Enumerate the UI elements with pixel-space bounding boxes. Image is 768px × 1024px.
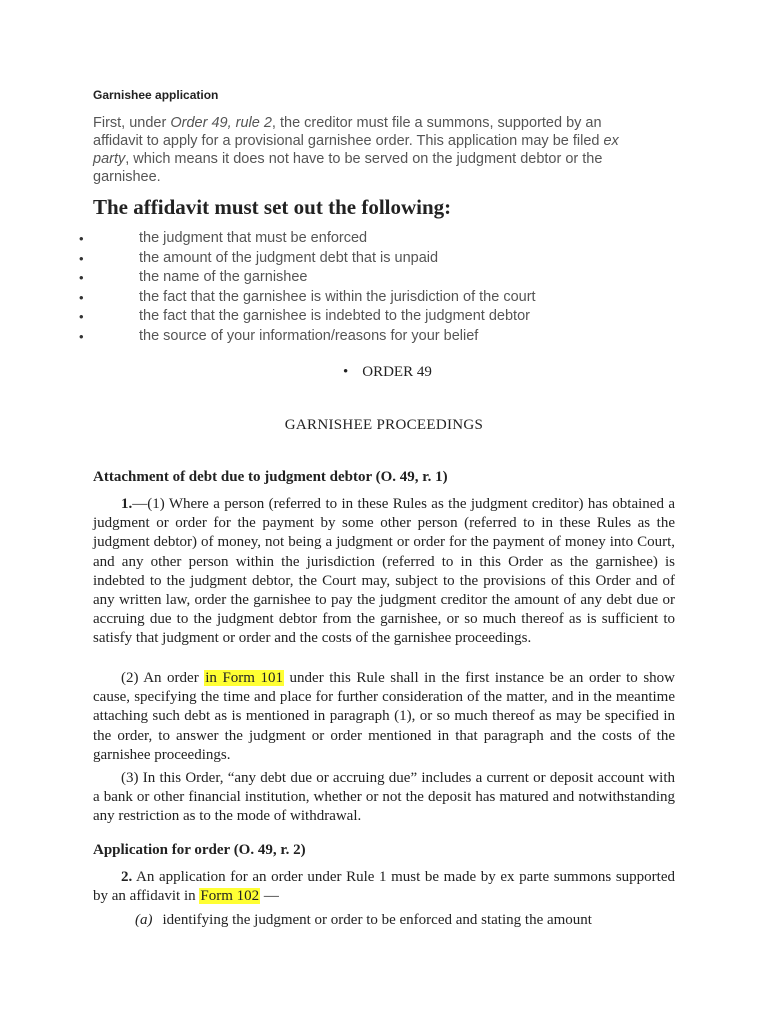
rule2-subparagraph-a (135, 912, 675, 929)
paragraph-text: —(1) Where a person (referred to in these Rules as the judgment creditor) has obtained a judgment or order for the payment by some other person (referred to in these Rules as the judgment debtor) of money, not being a judgment or order for the payment of money into Court, and any other person within the jurisdiction (referred to in this Order as the garnishee) is indebted to the judgment debtor, the Court may, subject to the provisions of this Order and of any written law, order the garnishee to pay the judgment creditor the amount of any debt due or accruing due to the judgment debtor from the garnishee, or so much thereof as is sufficient to satisfy that judgment or order and the costs of the garnishee proceedings. (93, 496, 675, 647)
list-item (79, 307, 693, 327)
bullet-icon: • (79, 309, 84, 324)
list-item-text: the fact that the garnishee is indebted to the judgment debtor (139, 308, 530, 324)
section-title: Garnishee application (93, 88, 219, 102)
order-label (343, 364, 432, 381)
rule1-paragraph-3: (3) In this Order, “any debt due or accruing due” includes a current or deposit account with a bank or other financial institution, whether or not the deposit has matured and notwithstanding any restriction as to the mode of withdrawal. (93, 770, 675, 825)
intro-text: First, under (93, 115, 171, 131)
form-101-highlight: in Form 101 (205, 670, 283, 686)
intro-italic-ex-party: ex party (93, 133, 619, 167)
list-item (79, 268, 693, 288)
affidavit-heading: The affidavit must set out the following: (93, 195, 452, 219)
sub-text: identifying the judgment or order to be enforced and stating the amount (162, 912, 592, 928)
paragraph-text: under this Rule shall in the first instance be an order to show cause, specifying the time and place for further consideration of the matter, and in the meantime attaching such debt as is mentioned in paragraph (1), or so much thereof as may be specified in the order, to answer the judgment or order mentioned in that paragraph and the costs of the garnishee proceedings. (93, 670, 675, 763)
intro-paragraph (93, 114, 653, 186)
list-item-text: the source of your information/reasons for your belief (139, 327, 479, 344)
rule1-paragraph-2 (93, 669, 675, 765)
intro-text: , which means it does not have to be served on the judgment debtor or the garnishee. (93, 151, 603, 185)
list-item-text: the name of the garnishee (139, 269, 308, 285)
list-item-text: the fact that the garnishee is within the jurisdiction of the court (139, 288, 536, 305)
bullet-icon: • (79, 270, 84, 285)
paragraph-text: — (260, 888, 279, 905)
list-item (79, 229, 693, 249)
paragraph-text: An application for an order under Rule 1 must be made by ex parte summons supported by an affidavit in (93, 869, 675, 905)
paragraph-text: (2) An order (121, 670, 205, 686)
rule1-heading: Attachment of debt due to judgment debtor (O. 49, r. 1) (93, 469, 448, 485)
bullet-icon: • (79, 250, 84, 266)
bullet-icon: • (79, 289, 84, 305)
intro-italic-order: Order 49, rule 2 (170, 115, 272, 131)
bullet-icon: • (79, 328, 84, 344)
list-item (79, 327, 693, 347)
order-label-text: ORDER 49 (362, 364, 432, 380)
affidavit-list (79, 229, 693, 346)
list-item-text: the judgment that must be enforced (139, 230, 368, 246)
rule-number: 1. (121, 496, 133, 512)
bullet-icon: • (343, 364, 349, 380)
order-title: GARNISHEE PROCEEDINGS (284, 417, 484, 433)
intro-text: , the creditor must file a summons, supported by an affidavit to apply for a provisional garnishee order. This application may be filed (93, 115, 604, 149)
form-102-highlight: Form 102 (200, 888, 260, 905)
bullet-icon: • (79, 231, 84, 246)
rule-number: 2. (121, 869, 133, 885)
rule2-paragraph (93, 868, 675, 906)
list-item (79, 249, 693, 269)
sub-label: (a) (135, 912, 153, 928)
rule1-paragraph-1 (93, 495, 675, 649)
rule2-heading: Application for order (O. 49, r. 2) (93, 842, 306, 858)
list-item (79, 288, 693, 308)
list-item-text: the amount of the judgment debt that is unpaid (139, 249, 439, 266)
